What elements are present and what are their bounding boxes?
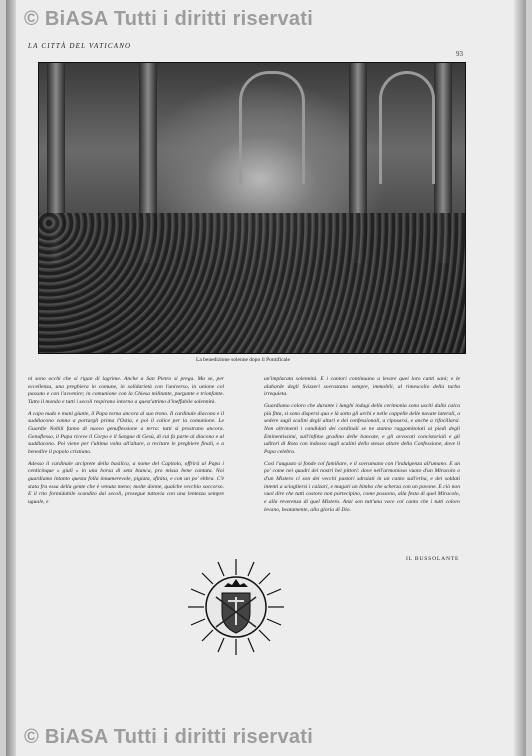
paragraph: A capo nudo e mani giunte, il Papa torna ancora al suo trono. Il cardinale diacono e il suddiacono vanno a portargli prima l'Ostia, e poi il calice per la comunione. Le Guardie Nobili fanno di nuovo genuflessione a terra: tutti si prostrano ancora. Genuflesso, il Papa riceve il Corpo e il Sangue di Gesù, di cui fa parte al diacono e al suddiacono. Poi viene per l'ultima volta all'altare, a recitare le preghiere finali, e a benedire il popolo cristiano.: [28, 410, 224, 455]
author-signature: IL BUSSOLANTE: [406, 556, 460, 562]
paragraph: Guardiamo coloro che durante i lunghi indugi della cerimonia sono usciti dalla calca più fitta, si sono dispersi qua e là sotto gli archi e nelle cappelle delle navate laterali, a sedere sugli scalini degli altari e dei confessionali, a riposarsi, e anche a rifocillarsi. Non altrimenti i candidati dei cardinali se ne stanno raggomitolati ai piedi degli Eminentissimi, sull'infimo gradino delle bancate, e gli avvocati concistoriali e gli uditori di Rota con indosso sugli scalini dello stesso altare della Confessione, dove il Papa celebra.: [264, 402, 460, 455]
document-page: [6, 0, 526, 756]
article-column-left: [28, 376, 224, 507]
photo-arch: [379, 71, 435, 184]
photo-crowd: [39, 213, 465, 353]
photo-caption: La benedizione solenne dopo il Pontificale: [196, 357, 290, 363]
page-number: 93: [456, 50, 463, 58]
page-edge-shadow: [514, 0, 526, 756]
paragraph: un'implacata solennità. E i cantori continuano a levare quei loro canti sani; e le alabarde degli Svizzeri sovrastano sempre, immobili, al rimescolio della turba irrequieta.: [264, 376, 460, 398]
paragraph: ni sono occhi che si rigan di lagrime. Anche a San Pietro si prega. Ma se, per eccellenza, una preghiera in comune, in solidarietà con l'universo, in unione col passato e con l'avvenire; in comunione con la Chiesa militante, purgante e trionfante. Tutto il mondo e tutti i secoli respirano intorno a quest'attimo d'ineffabile solennità.: [28, 376, 224, 405]
watermark-top: © BiASA Tutti i diritti riservati: [24, 8, 314, 30]
paragraph: Così l'augusto si fonde col familiare, e il sovrumano con l'indulgenza all'umano. E un po' come nei quadri dei nostri bei pittori: dove nell'armonioso vuoto d'un Miracolo o d'un Mistero ci son dei vecchi pastori sdraiati in un canto sull'erba, e dei soldati intenti a sciogliersi i calzari, e magari un bimbo che scherza con un pavone. E ciò non vuol dire che tutti costoro non partecipino, come possono, alla festa di quel Miracolo, e alla reverenza di quel Mistero. Anzi son tutt'una voce col canto che i tutti coloro levano, beatamente, alla gloria di Dio.: [264, 460, 460, 513]
running-header: LA CITTÀ DEL VATICANO: [28, 42, 132, 50]
photo-arch: [239, 71, 305, 184]
paragraph: Adesso il cardinale arciprete della basilica, a nome del Capitolo, offrirà al Papa i centicinque « giulî » in una borsa di seta bianca, pro missa bene cantata. Noi guardiamo intanto questa folla innumerevole, pigiata, sfinita, e con un po' ebbra. C'è stata fra essa della gente che è venuta meno; molte donne, qualche vecchio soccorso. E il rito formidabile scandito dai secoli, prosegue tuttavia con una lentezza sempre uguale, e: [28, 460, 224, 505]
article-column-right: [264, 376, 460, 514]
papal-coat-of-arms-icon: [186, 557, 286, 657]
binding-shadow: [6, 0, 16, 756]
basilica-photo: [38, 62, 466, 354]
watermark-bottom: © BiASA Tutti i diritti riservati: [24, 726, 314, 748]
